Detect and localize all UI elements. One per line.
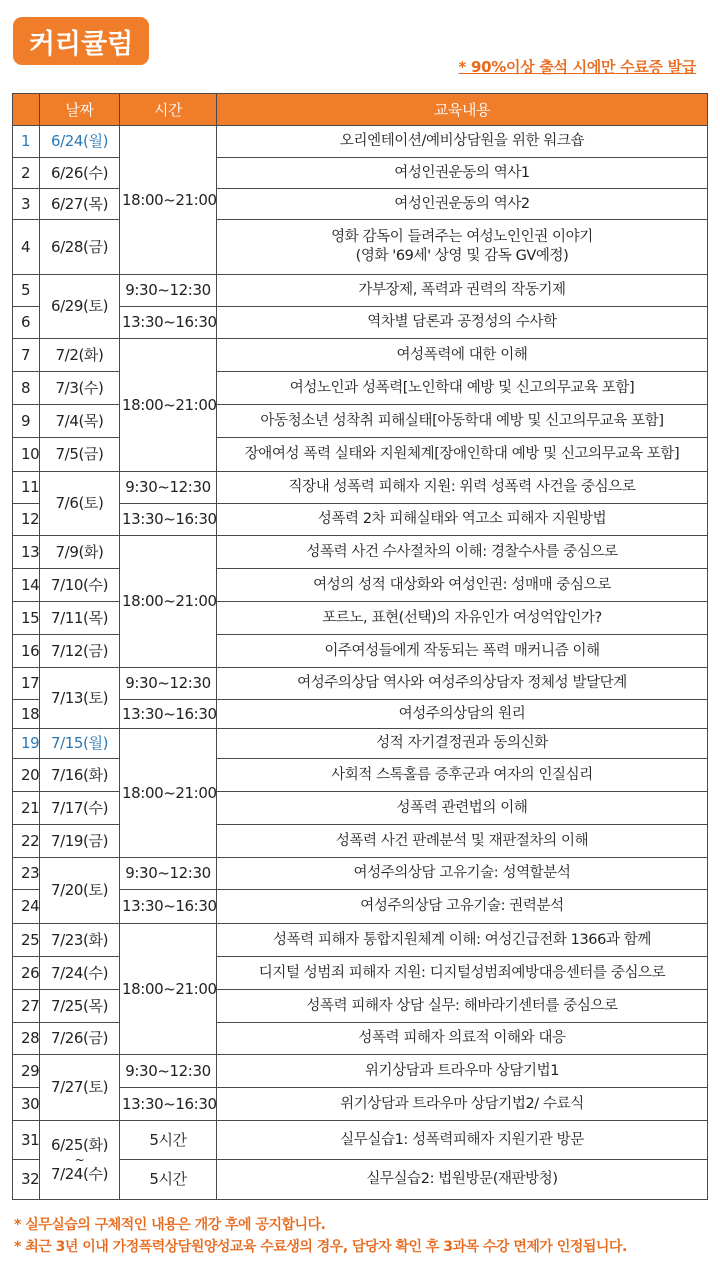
row-time: 18:00~21:00 [120,924,217,1055]
row-content: 장애여성 폭력 실태와 지원체계[장애인학대 예방 및 신고의무교육 포함] [217,438,708,472]
row-content: 여성인권운동의 역사2 [217,189,708,220]
row-content: 위기상담과 트라우마 상담기법2/ 수료식 [217,1088,708,1121]
row-date: 7/16(화) [40,759,120,792]
table-row [13,1023,708,1055]
table-row [13,924,708,957]
table-row [13,759,708,792]
row-content: 포르노, 표현(선택)의 자유인가 여성억압인가? [217,602,708,635]
table-row [13,189,708,220]
row-date: 7/20(토) [40,858,120,924]
row-date: 7/15(월) [40,729,120,759]
row-time: 9:30~12:30 [120,668,217,700]
row-number: 17 [13,668,40,700]
row-content: 아동청소년 성착취 피해실태[아동학대 예방 및 신고의무교육 포함] [217,405,708,438]
row-content [217,220,708,275]
table-row [13,792,708,825]
table-row [13,990,708,1023]
row-date: 7/3(수) [40,372,120,405]
row-content: 성폭력 피해자 상담 실무: 해바라기센터를 중심으로 [217,990,708,1023]
row-content: 여성주의상담 고유기술: 성역할분석 [217,858,708,890]
row-number: 21 [13,792,40,825]
row-content: 사회적 스톡홀름 증후군과 여자의 인질심리 [217,759,708,792]
row-content: 여성의 성적 대상화와 여성인권: 성매매 중심으로 [217,569,708,602]
row-number: 20 [13,759,40,792]
row-number: 15 [13,602,40,635]
curriculum-table [12,93,708,1200]
row-number: 14 [13,569,40,602]
row-time: 9:30~12:30 [120,1055,217,1088]
table-row [13,957,708,990]
row-number: 29 [13,1055,40,1088]
row-date: 7/2(화) [40,339,120,372]
row-number: 1 [13,126,40,158]
row-date: 6/27(목) [40,189,120,220]
row-content: 성폭력 사건 판례분석 및 재판절차의 이해 [217,825,708,858]
row-number: 25 [13,924,40,957]
row-number: 23 [13,858,40,890]
table-row [13,126,708,158]
row-content-line1: 영화 감독이 들려주는 여성노인인권 이야기 [331,229,593,245]
row-date: 7/6(토) [40,472,120,536]
row-time: 13:30~16:30 [120,700,217,729]
certificate-note: * 90%이상 출석 시에만 수료증 발급 [458,58,696,76]
practice-start-date: 6/25(화) [50,1136,109,1154]
row-number: 4 [13,220,40,275]
table-row [13,220,708,275]
row-number: 9 [13,405,40,438]
row-time: 13:30~16:30 [120,890,217,924]
row-number: 19 [13,729,40,759]
row-time: 18:00~21:00 [120,339,217,472]
table-row [13,825,708,858]
row-date: 6/29(토) [40,275,120,339]
row-number: 6 [13,307,40,339]
row-content: 여성인권운동의 역사1 [217,158,708,189]
row-number: 22 [13,825,40,858]
row-content: 실무실습1: 성폭력피해자 지원기관 방문 [217,1121,708,1160]
footnote-practice: * 실무실습의 구체적인 내용은 개강 후에 공지합니다. [14,1217,326,1233]
table-row [13,472,708,504]
row-time: 18:00~21:00 [120,536,217,668]
row-time: 13:30~16:30 [120,1088,217,1121]
row-time: 5시간 [120,1160,217,1200]
table-row [13,1055,708,1088]
row-date: 7/4(목) [40,405,120,438]
row-date: 7/25(목) [40,990,120,1023]
table-row [13,536,708,569]
row-number: 8 [13,372,40,405]
row-number: 12 [13,504,40,536]
row-content: 위기상담과 트라우마 상담기법1 [217,1055,708,1088]
row-number: 31 [13,1121,40,1160]
table-row [13,668,708,700]
row-number: 3 [13,189,40,220]
row-date [40,1121,120,1200]
row-content-line2: (영화 '69세' 상영 및 감독 GV예정) [355,248,569,264]
row-content: 직장내 성폭력 피해자 지원: 위력 성폭력 사건을 중심으로 [217,472,708,504]
table-row [13,729,708,759]
row-content: 여성노인과 성폭력[노인학대 예방 및 신고의무교육 포함] [217,372,708,405]
row-number: 30 [13,1088,40,1121]
table-row [13,438,708,472]
row-number: 11 [13,472,40,504]
row-date: 7/24(수) [40,957,120,990]
row-date: 7/10(수) [40,569,120,602]
row-number: 2 [13,158,40,189]
row-content: 실무실습2: 법원방문(재판방청) [217,1160,708,1200]
row-date: 7/5(금) [40,438,120,472]
row-time: 13:30~16:30 [120,504,217,536]
row-number: 18 [13,700,40,729]
row-date: 7/23(화) [40,924,120,957]
footnotes [14,1214,627,1258]
row-number: 24 [13,890,40,924]
row-number: 32 [13,1160,40,1200]
row-content: 오리엔테이션/예비상담원을 위한 워크숍 [217,126,708,158]
row-time: 5시간 [120,1121,217,1160]
row-number: 27 [13,990,40,1023]
row-content: 성폭력 2차 피해실태와 역고소 피해자 지원방법 [217,504,708,536]
row-content: 성폭력 피해자 통합지원체계 이해: 여성긴급전화 1366과 함께 [217,924,708,957]
row-time: 18:00~21:00 [120,126,217,275]
table-row [13,372,708,405]
row-number: 26 [13,957,40,990]
table-header [13,94,708,126]
row-content: 이주여성들에게 작동되는 폭력 매커니즘 이해 [217,635,708,668]
row-date: 7/19(금) [40,825,120,858]
table-row [13,635,708,668]
row-content: 성폭력 관련법의 이해 [217,792,708,825]
practice-date-tilde: ~ [74,1153,85,1167]
header-content: 교육내용 [217,94,708,126]
row-number: 5 [13,275,40,307]
row-time: 13:30~16:30 [120,307,217,339]
curriculum-title-badge: 커리큘럼 [13,17,149,65]
table-row [13,858,708,890]
row-date: 7/27(토) [40,1055,120,1121]
header-time: 시간 [120,94,217,126]
table-row [13,405,708,438]
table-row [13,569,708,602]
row-content: 가부장제, 폭력과 권력의 작동기제 [217,275,708,307]
row-content: 디지털 성범죄 피해자 지원: 디지털성범죄예방대응센터를 중심으로 [217,957,708,990]
row-number: 13 [13,536,40,569]
table-row [13,158,708,189]
row-content: 여성주의상담의 원리 [217,700,708,729]
table-row [13,275,708,307]
row-number: 10 [13,438,40,472]
row-time: 9:30~12:30 [120,275,217,307]
row-number: 16 [13,635,40,668]
row-number: 28 [13,1023,40,1055]
row-time: 9:30~12:30 [120,858,217,890]
practice-end-date: 7/24(수) [50,1165,109,1183]
row-content: 성폭력 사건 수사절차의 이해: 경찰수사를 중심으로 [217,536,708,569]
row-date: 6/26(수) [40,158,120,189]
row-time: 18:00~21:00 [120,729,217,858]
row-content: 역차별 담론과 공정성의 수사학 [217,307,708,339]
row-content: 여성주의상담 고유기술: 권력분석 [217,890,708,924]
row-date: 7/9(화) [40,536,120,569]
footnote-exemption: * 최근 3년 이내 가정폭력상담원양성교육 수료생의 경우, 담당자 확인 후 3과목 수강 면제가 인정됩니다. [14,1239,627,1255]
row-date: 7/12(금) [40,635,120,668]
row-time: 9:30~12:30 [120,472,217,504]
row-content: 여성주의상담 역사와 여성주의상담자 정체성 발달단계 [217,668,708,700]
row-content: 여성폭력에 대한 이해 [217,339,708,372]
header-num [13,94,40,126]
row-date: 6/28(금) [40,220,120,275]
row-date: 7/17(수) [40,792,120,825]
row-date: 7/11(목) [40,602,120,635]
table-row [13,602,708,635]
row-number: 7 [13,339,40,372]
row-date: 7/13(토) [40,668,120,729]
table-row [13,339,708,372]
header-date: 날짜 [40,94,120,126]
table-row [13,1121,708,1160]
row-date: 7/26(금) [40,1023,120,1055]
row-date: 6/24(월) [40,126,120,158]
row-content: 성폭력 피해자 의료적 이해와 대응 [217,1023,708,1055]
row-content: 성적 자기결정권과 동의신화 [217,729,708,759]
